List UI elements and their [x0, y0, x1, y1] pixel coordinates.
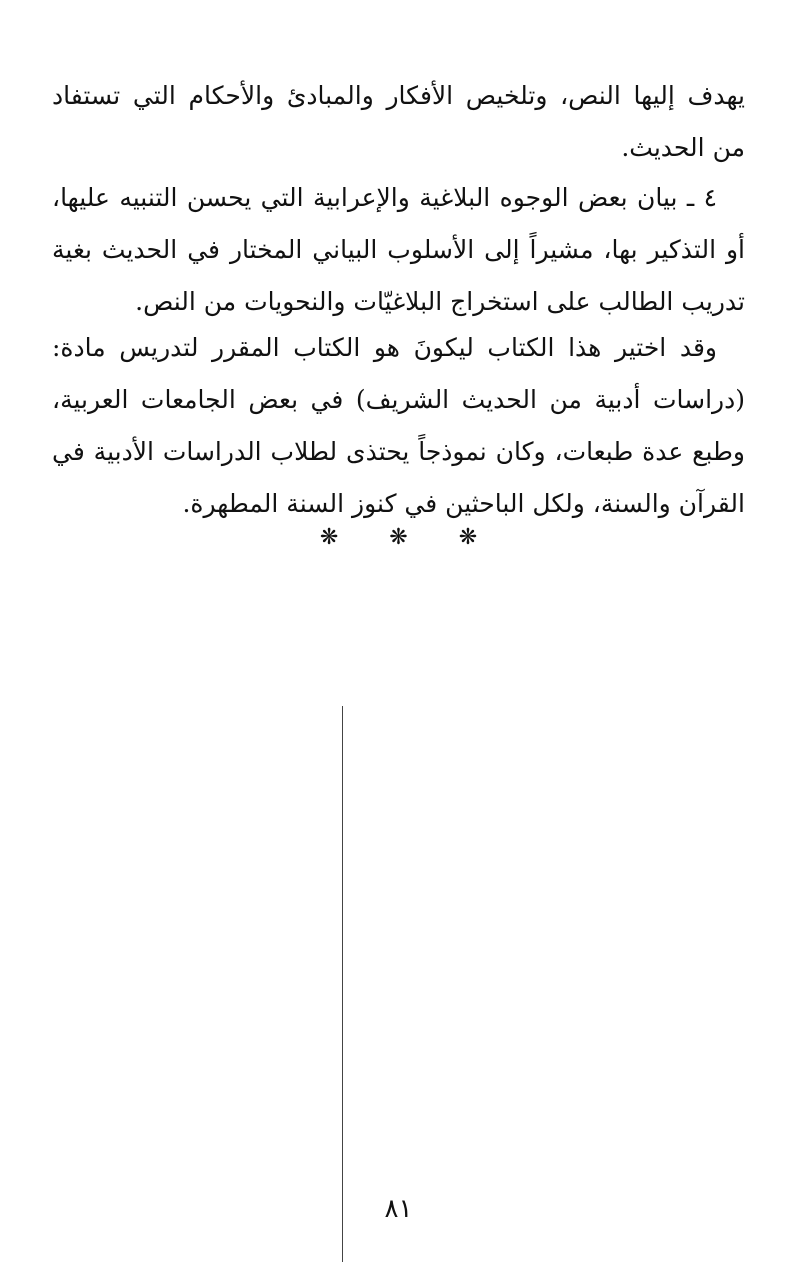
paragraph-continuation	[52, 70, 745, 174]
paragraph-text: ٤ ـ بيان بعض الوجوه البلاغية والإعرابية التي يحسن التنبيه عليها، أو التذكير بها، مشيراً إلى الأسلوب البياني المختار في الحديث بغية تدريب الطالب على استخراج البلاغيّات والنحويات من النص.	[52, 183, 745, 316]
page-number: ٨١	[384, 1194, 413, 1224]
asterisk-icon: ❋	[389, 525, 408, 550]
paragraph-text: يهدف إليها النص، وتلخيص الأفكار والمبادئ والأحكام التي تستفاد من الحديث.	[52, 81, 745, 162]
paragraph-text: وقد اختير هذا الكتاب ليكونَ هو الكتاب المقرر لتدريس مادة: (دراسات أدبية من الحديث الشريف) في بعض الجامعات العربية، وطبع عدة طبعات، وكان نموذجاً يحتذى لطلاب الدراسات الأدبية في القرآن والسنة، ولكل الباحثين في كنوز السنة المطهرة.	[52, 333, 745, 518]
paragraph-book-selection	[52, 322, 745, 530]
asterisk-icon: ❋	[319, 525, 339, 550]
paragraph-point-4	[52, 172, 745, 328]
asterisk-icon: ❋	[458, 525, 478, 550]
binding-gutter-line	[342, 706, 343, 1262]
section-separator	[0, 525, 797, 550]
